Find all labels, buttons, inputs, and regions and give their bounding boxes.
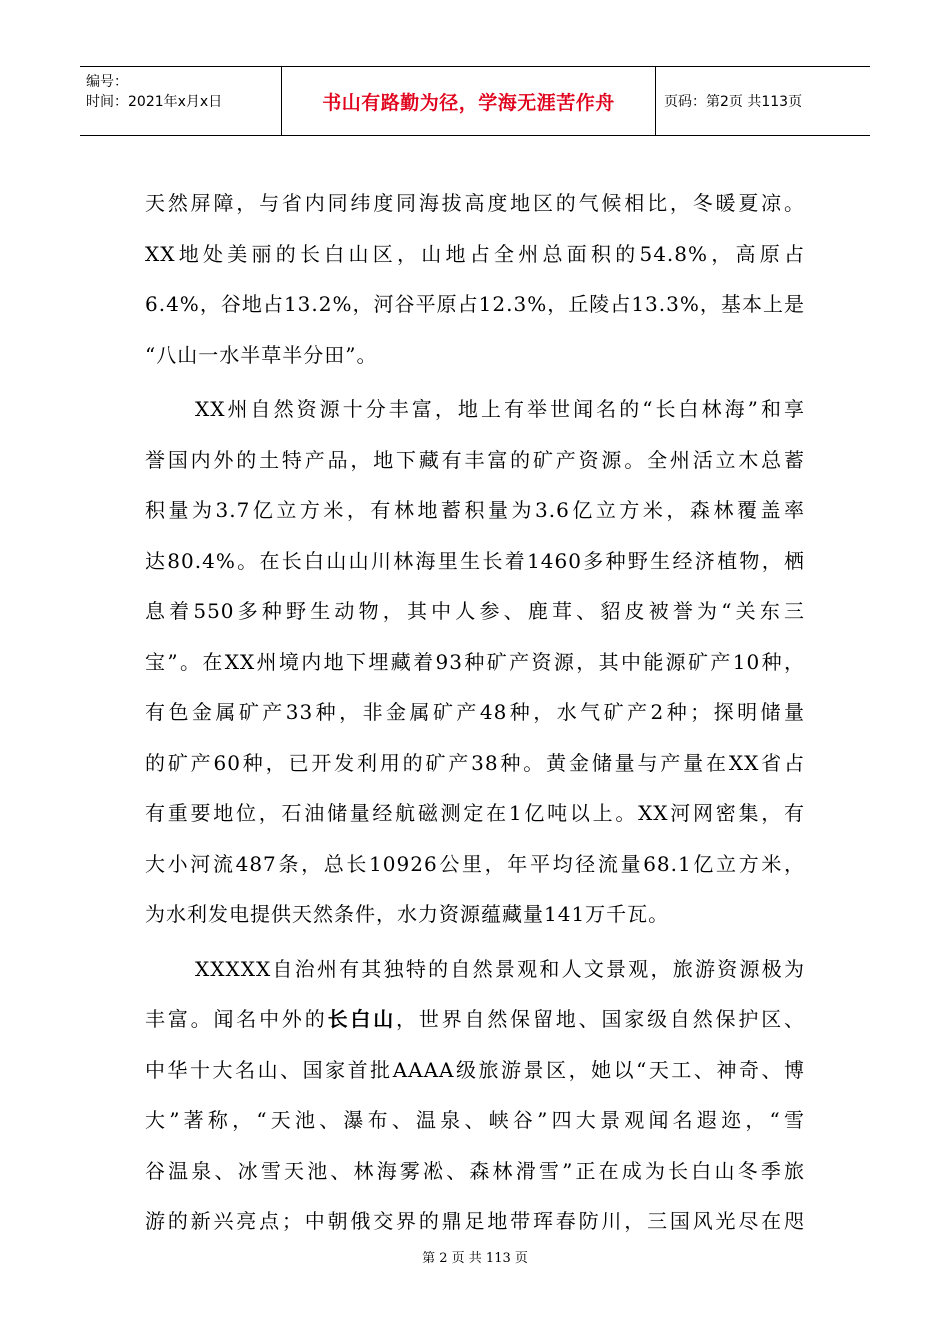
bold-place-name: 长白山	[327, 1007, 397, 1031]
text-line: 誉国内外的土特产品，地下藏有丰富的矿产资源。全州活立木总蓄	[145, 447, 805, 472]
text-line: XXXXX自治州有其独特的自然景观和人文景观，旅游资源极为	[195, 956, 805, 981]
paragraph-2	[145, 384, 805, 940]
text-line: 天然屏障，与省内同纬度同海拔高度地区的气候相比，冬暖夏凉。	[145, 191, 805, 215]
text-line: 的矿产60种，已开发利用的矿产38种。黄金储量与产量在XX省占	[145, 750, 805, 775]
text-span: ，世界自然保留地、国家级自然保护区、	[396, 1007, 806, 1031]
text-line: 为水利发电提供天然条件，水力资源蕴藏量141万千瓦。	[145, 902, 670, 926]
text-line: “八山一水半草半分田”。	[145, 342, 378, 367]
text-line: 息着550多种野生动物，其中人参、鹿茸、貂皮被誉为“关东三	[145, 599, 805, 623]
text-span: 丰富。闻名中外的	[145, 1007, 328, 1031]
text-line: 宝”。在XX州境内地下埋藏着93种矿产资源，其中能源矿产10种，	[145, 649, 805, 674]
header-page-label: 页码：第2页 共113页	[664, 94, 803, 110]
text-line: 有色金属矿产33种，非金属矿产48种，水气矿产2种；探明储量	[145, 700, 805, 724]
header-meta	[80, 67, 282, 135]
time-label: 时间：2021年x月x日	[86, 94, 223, 110]
page-footer: 第 2 页 共 113 页	[422, 1251, 528, 1266]
text-line: 游的新兴亮点；中朝俄交界的鼎足地带珲春防川，三国风光尽在咫	[145, 1209, 805, 1233]
number-label: 编号：	[86, 74, 128, 90]
text-line: 6.4%，谷地占13.2%，河谷平原占12.3%，丘陵占13.3%，基本上是	[145, 292, 805, 316]
paragraph-1	[145, 178, 805, 380]
page-header	[80, 66, 870, 136]
text-line: 大小河流487条，总长10926公里，年平均径流量68.1亿立方米，	[145, 851, 805, 876]
text-line: 大”著称，“天池、瀑布、温泉、峡谷”四大景观闻名遐迩，“雪	[145, 1108, 805, 1132]
paragraph-3	[145, 944, 805, 1247]
text-line: 有重要地位，石油储量经航磁测定在1亿吨以上。XX河网密集，有	[145, 801, 805, 825]
document-body	[145, 178, 805, 1247]
text-line: 中华十大名山、国家首批AAAA级旅游景区，她以“天工、神奇、博	[145, 1057, 805, 1082]
text-line: 积量为3.7亿立方米，有林地蓄积量为3.6亿立方米，森林覆盖率	[145, 498, 805, 522]
text-line	[145, 994, 805, 1045]
text-line: XX地处美丽的长白山区，山地占全州总面积的54.8%，高原占	[145, 241, 805, 266]
text-line: XX州自然资源十分丰富，地上有举世闻名的“长白林海”和享	[195, 397, 805, 421]
header-motto: 书山有路勤为径，学海无涯苦作舟	[282, 67, 656, 135]
text-line: 谷温泉、冰雪天池、林海雾凇、森林滑雪”正在成为长白山冬季旅	[145, 1158, 805, 1183]
text-line: 达80.4%。在长白山山川林海里生长着1460多种野生经济植物，栖	[145, 548, 805, 573]
